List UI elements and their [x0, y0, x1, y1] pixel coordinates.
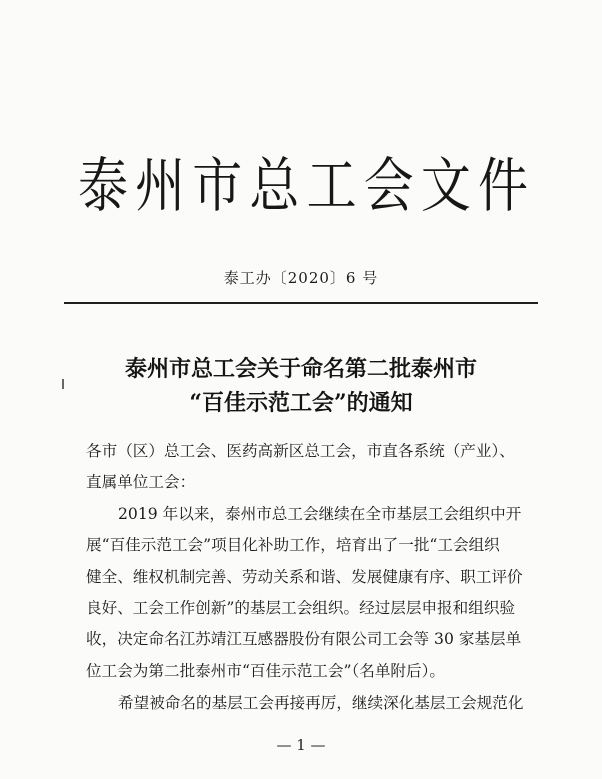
masthead-char: 泰 — [78, 151, 128, 221]
masthead-char: 文 — [420, 151, 471, 221]
masthead-char: 州 — [135, 151, 186, 221]
body-line: 良好、工会工作创新”的基层工会组织。经过层层申报和组织验 — [86, 599, 516, 617]
body-line: 收，决定命名江苏靖江互感器股份有限公司工会等 30 家基层单 — [86, 630, 522, 648]
header-divider — [64, 302, 538, 304]
masthead-char: 件 — [477, 151, 528, 221]
page-number: — 1 — — [276, 736, 326, 754]
masthead-char: 市 — [192, 151, 243, 221]
notice-title-line-2: “百佳示范工会”的通知 — [189, 390, 413, 416]
body-line: 直属单位工会： — [86, 473, 196, 491]
body-line: 展“百佳示范工会”项目化补助工作，培育出了一批“工会组织 — [86, 536, 500, 554]
body-line: 健全、维权机制完善、劳动关系和谐、发展健康有序、职工评价 — [86, 568, 523, 586]
body-line: 2019 年以来，泰州市总工会继续在全市基层工会组织中开 — [118, 505, 522, 523]
masthead-char: 总 — [249, 151, 300, 221]
masthead-char: 会 — [363, 151, 414, 221]
document-masthead — [78, 146, 528, 226]
body-line: 各市（区）总工会、医药高新区总工会，市直各系统（产业）、 — [86, 442, 515, 460]
body-line: 希望被命名的基层工会再接再厉，继续深化基层工会规范化 — [118, 694, 524, 712]
notice-title-line-1: 泰州市总工会关于命名第二批泰州市 — [124, 356, 477, 382]
body-line: 位工会为第二批泰州市“百佳示范工会”（名单附后）。 — [86, 662, 446, 680]
masthead-char: 工 — [306, 151, 357, 221]
document-number: 泰工办〔2020〕6 号 — [223, 269, 379, 287]
